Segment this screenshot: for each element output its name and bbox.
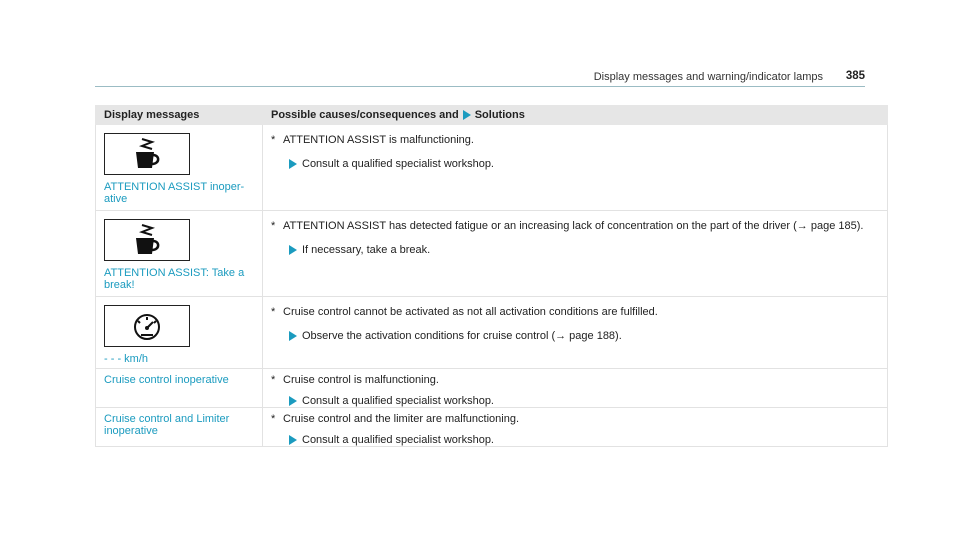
solution-arrow-icon [289,435,297,445]
cause-cell [263,297,888,369]
attention-assist-coffee-icon [104,219,190,261]
message-cell [96,211,263,297]
solution-text: Consult a qualified specialist workshop. [271,158,887,170]
cause-text: * Cruise control is malfunctioning. [271,374,439,386]
solution-text: Consult a qualified specialist workshop. [271,434,887,446]
page-header [95,66,865,87]
attention-assist-coffee-icon [104,133,190,175]
message-label: Cruise control inoperative [104,374,229,386]
message-cell [96,297,263,369]
speedometer-icon [104,305,190,347]
cause-cell [263,125,888,211]
solution-arrow-icon [289,396,297,406]
solution-arrow-icon [289,331,297,341]
table-header-row [96,106,888,125]
cause-cell [263,211,888,297]
solution-text: If necessary, take a break. [271,244,887,256]
message-label: Cruise control and Limiter inoperative [104,413,230,437]
table-row [96,125,888,211]
solution-arrow-icon [289,159,297,169]
message-label: ATTENTION ASSIST: Take a break! [104,267,245,291]
cause-text: * ATTENTION ASSIST has detected fatigue or an increasing lack of concentration on the part of the driver (→ page 185). [271,220,864,232]
column-header-messages: Display messages [96,106,263,125]
solution-text: Consult a qualified specialist workshop. [271,395,887,407]
cause-cell [263,369,888,408]
cause-text: * ATTENTION ASSIST is malfunctioning. [271,134,474,146]
table-row [96,369,888,408]
message-cell [96,369,263,408]
message-cell [96,125,263,211]
cause-text: * Cruise control cannot be activated as not all activation conditions are fulfilled. [271,306,658,318]
table-row [96,408,888,447]
column-header-causes: Possible causes/consequences and Solutions [263,106,888,125]
cause-text: * Cruise control and the limiter are malfunctioning. [271,413,520,425]
solution-arrow-icon [463,110,471,120]
message-label: - - - km/h [104,353,148,365]
message-label: ATTENTION ASSIST inoper-ative [104,181,245,205]
page-number: 385 [845,70,865,82]
table-row [96,297,888,369]
header-title: Display messages and warning/indicator lamps [593,71,823,83]
table-row [96,211,888,297]
cause-cell [263,408,888,447]
solution-arrow-icon [289,245,297,255]
message-cell [96,408,263,447]
solution-text: Observe the activation conditions for cruise control (→ page 188). [271,330,887,342]
display-messages-table [95,105,888,447]
